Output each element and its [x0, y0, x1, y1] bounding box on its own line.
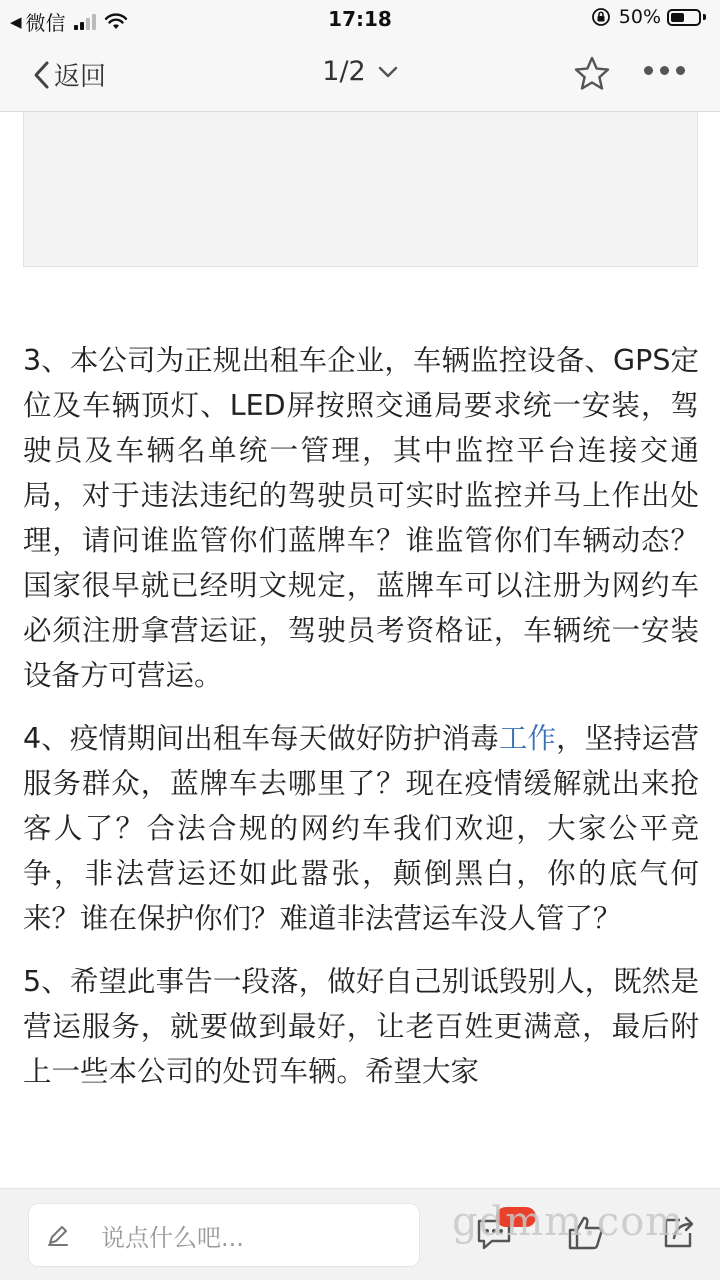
battery-icon	[667, 9, 706, 26]
comment-placeholder: 说点什么吧...	[101, 1223, 244, 1252]
orientation-lock-icon	[591, 7, 611, 27]
nav-bar	[0, 38, 720, 112]
comment-input[interactable]	[28, 1203, 420, 1267]
chevron-down-icon	[378, 66, 398, 78]
share-icon	[658, 1213, 698, 1253]
article-content[interactable]	[0, 112, 720, 1188]
like-button[interactable]	[566, 1213, 606, 1257]
status-bar	[0, 0, 720, 38]
status-time: 17:18	[328, 7, 392, 31]
paragraph-4-text-after: ，坚持运营服务群众，蓝牌车去哪里了？现在疫情缓解就出来抢客人了？合法合规的网约车我们欢迎，大家公平竞争，非法营运还如此嚣张，颠倒黑白，你的底气何来？谁在保护你们？难道非法营运车没人管了？	[23, 722, 699, 935]
image-placeholder	[23, 112, 698, 267]
paragraph-5: 5、希望此事告一段落，做好自己别诋毁别人，既然是营运服务，就要做到最好，让老百姓更满意，最后附上一些本公司的处罚车辆。希望大家	[23, 965, 699, 1088]
comment-count-badge	[496, 1207, 536, 1227]
page-title	[0, 56, 720, 87]
share-button[interactable]	[658, 1213, 698, 1257]
star-icon[interactable]	[572, 54, 612, 94]
article-body	[23, 338, 699, 1112]
battery-percent: 50%	[618, 6, 661, 28]
pencil-icon	[45, 1222, 71, 1248]
watermark: gdmm.com	[452, 1199, 685, 1245]
bottom-bar	[0, 1188, 720, 1280]
paragraph-4	[23, 716, 699, 941]
back-triangle-icon[interactable]: ◀	[10, 12, 22, 31]
back-label: 返回	[54, 62, 107, 92]
comment-button[interactable]	[474, 1213, 514, 1257]
page-indicator: 1/2	[322, 56, 366, 87]
more-icon[interactable]	[644, 66, 685, 75]
paragraph-4-text-before: 4、疫情期间出租车每天做好防护消毒	[23, 722, 499, 755]
work-link[interactable]: 工作	[498, 722, 557, 755]
thumbs-up-icon	[566, 1213, 606, 1253]
page-selector[interactable]	[322, 56, 397, 87]
carrier-label: 微信	[25, 11, 66, 35]
paragraph-3: 3、本公司为正规出租车企业，车辆监控设备、GPS定位及车辆顶灯、LED屏按照交通局要求统一安装，驾驶员及车辆名单统一管理，其中监控平台连接交通局，对于违法违纪的驾驶员可实时监控并马上作出处理，请问谁监管你们蓝牌车？谁监管你们车辆动态？国家很早就已经明文规定，蓝牌车可以注册为网约车必须注册拿营运证，驾驶员考资格证，车辆统一安装设备方可营运。	[23, 344, 699, 692]
status-right	[591, 6, 706, 28]
